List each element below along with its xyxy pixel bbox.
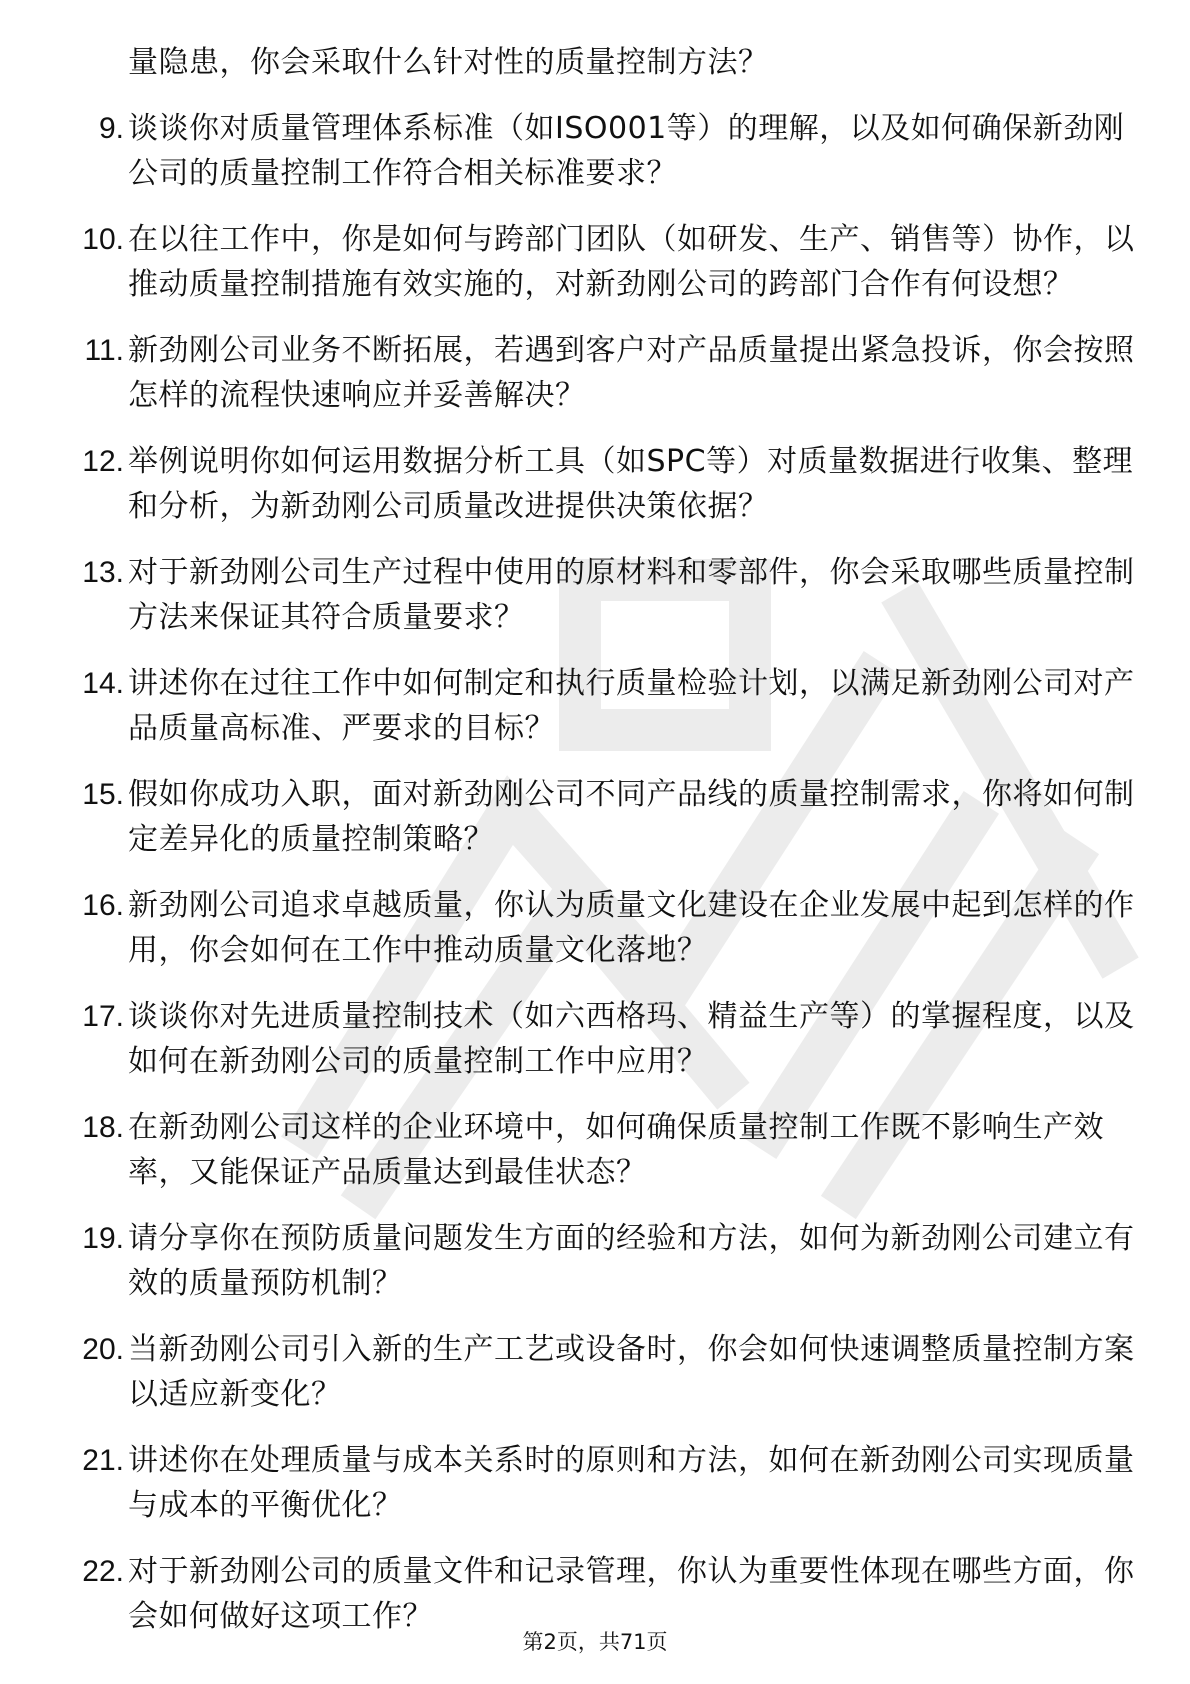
list-item: [62, 106, 1142, 196]
question-number: 16.: [82, 889, 124, 922]
question-number: 13.: [82, 556, 124, 589]
question-number: 10.: [82, 223, 124, 256]
question-items: [62, 106, 1142, 1639]
question-list: [62, 40, 1142, 1660]
list-item: [62, 328, 1142, 418]
list-item: [62, 661, 1142, 751]
list-item: [62, 1438, 1142, 1528]
question-text: 对于新劲刚公司生产过程中使用的原材料和零部件，你会采取哪些质量控制方法来保证其符合质量要求？: [128, 555, 1135, 635]
question-text: 谈谈你对质量管理体系标准（如ISO001等）的理解，以及如何确保新劲刚公司的质量控制工作符合相关标准要求？: [128, 111, 1125, 191]
question-number: 22.: [82, 1555, 124, 1588]
question-number: 9.: [98, 112, 124, 145]
question-text: 在新劲刚公司这样的企业环境中，如何确保质量控制工作既不影响生产效率，又能保证产品质量达到最佳状态？: [128, 1110, 1104, 1190]
question-number: 21.: [82, 1444, 124, 1477]
question-text: 假如你成功入职，面对新劲刚公司不同产品线的质量控制需求，你将如何制定差异化的质量控制策略？: [128, 777, 1135, 857]
question-text: 在以往工作中，你是如何与跨部门团队（如研发、生产、销售等）协作，以推动质量控制措施有效实施的，对新劲刚公司的跨部门合作有何设想？: [128, 222, 1135, 302]
list-item: [62, 772, 1142, 862]
question-number: 14.: [82, 667, 124, 700]
question-number: 11.: [84, 334, 124, 367]
list-item: [62, 439, 1142, 529]
question-text: 讲述你在过往工作中如何制定和执行质量检验计划，以满足新劲刚公司对产品质量高标准、严要求的目标？: [128, 666, 1135, 746]
question-text: 请分享你在预防质量问题发生方面的经验和方法，如何为新劲刚公司建立有效的质量预防机制？: [128, 1221, 1135, 1301]
list-item: [62, 883, 1142, 973]
list-item: [62, 1327, 1142, 1417]
list-item: [62, 1216, 1142, 1306]
question-number: 19.: [82, 1222, 124, 1255]
question-text: 举例说明你如何运用数据分析工具（如SPC等）对质量数据进行收集、整理和分析，为新劲刚公司质量改进提供决策依据？: [128, 444, 1134, 524]
question-text: 对于新劲刚公司的质量文件和记录管理，你认为重要性体现在哪些方面，你会如何做好这项工作？: [128, 1554, 1135, 1634]
list-item: [62, 994, 1142, 1084]
question-text: 谈谈你对先进质量控制技术（如六西格玛、精益生产等）的掌握程度，以及如何在新劲刚公司的质量控制工作中应用？: [128, 999, 1135, 1079]
question-text: 讲述你在处理质量与成本关系时的原则和方法，如何在新劲刚公司实现质量与成本的平衡优化？: [128, 1443, 1135, 1523]
question-number: 12.: [82, 445, 124, 478]
question-text: 新劲刚公司业务不断拓展，若遇到客户对产品质量提出紧急投诉，你会按照怎样的流程快速响应并妥善解决？: [128, 333, 1135, 413]
question-number: 15.: [82, 778, 124, 811]
question-number: 20.: [82, 1333, 124, 1366]
question-text: 新劲刚公司追求卓越质量，你认为质量文化建设在企业发展中起到怎样的作用，你会如何在工作中推动质量文化落地？: [128, 888, 1135, 968]
list-item: [62, 1549, 1142, 1639]
list-item: [62, 550, 1142, 640]
question-number: 17.: [82, 1000, 124, 1033]
question-text: 当新劲刚公司引入新的生产工艺或设备时，你会如何快速调整质量控制方案以适应新变化？: [128, 1332, 1135, 1412]
continued-question-text: 量隐患，你会采取什么针对性的质量控制方法？: [128, 45, 769, 80]
question-number: 18.: [82, 1111, 124, 1144]
page-number: 第2页，共71页: [522, 1630, 668, 1654]
list-item: [62, 1105, 1142, 1195]
list-item: [62, 217, 1142, 307]
